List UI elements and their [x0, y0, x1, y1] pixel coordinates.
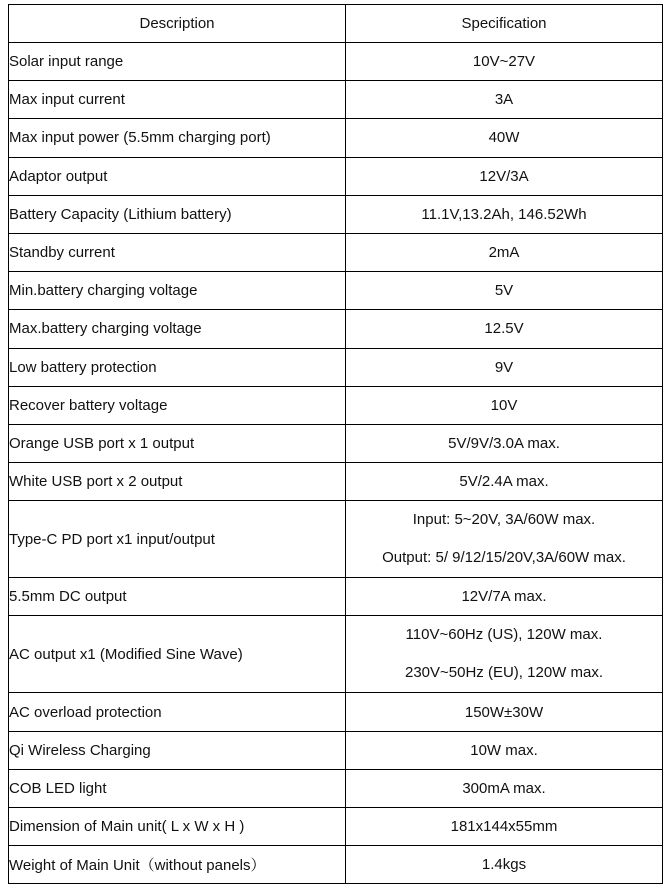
- table-row: [9, 119, 663, 157]
- specification-cell: [346, 310, 663, 348]
- specification-cell: [346, 157, 663, 195]
- specification-value: 40W: [488, 129, 520, 147]
- description-cell: Qi Wireless Charging: [9, 731, 346, 769]
- specification-value: 10V: [490, 396, 518, 414]
- specification-cell: [346, 769, 663, 807]
- description-cell: Max.battery charging voltage: [9, 310, 346, 348]
- specification-value: 181x144x55mm: [450, 818, 558, 836]
- specification-cell: [346, 43, 663, 81]
- description-cell: Recover battery voltage: [9, 386, 346, 424]
- specification-value: 9V: [494, 358, 514, 376]
- specification-value: 300mA max.: [462, 779, 546, 797]
- specification-value: 12V/3A: [479, 167, 529, 185]
- description-cell: AC overload protection: [9, 693, 346, 731]
- table-row: [9, 310, 663, 348]
- specification-cell: [346, 424, 663, 462]
- table-row: [9, 424, 663, 462]
- specification-value: 10W max.: [470, 741, 538, 759]
- table-row: [9, 501, 663, 578]
- table-row: [9, 616, 663, 693]
- specification-cell: [346, 501, 663, 578]
- description-cell: COB LED light: [9, 769, 346, 807]
- description-cell: Low battery protection: [9, 348, 346, 386]
- table-row: [9, 578, 663, 616]
- specification-value: 11.1V,13.2Ah, 146.52Wh: [421, 205, 587, 223]
- specification-cell: [346, 195, 663, 233]
- description-cell: Orange USB port x 1 output: [9, 424, 346, 462]
- specification-cell: [346, 348, 663, 386]
- specification-cell: [346, 846, 663, 884]
- specification-cell: [346, 463, 663, 501]
- header-description: Description: [9, 5, 346, 43]
- specification-value: 5V/2.4A max.: [459, 473, 549, 491]
- specification-cell: [346, 386, 663, 424]
- description-cell: Min.battery charging voltage: [9, 272, 346, 310]
- description-cell: Battery Capacity (Lithium battery): [9, 195, 346, 233]
- table-row: [9, 693, 663, 731]
- table-row: [9, 386, 663, 424]
- table-header: [9, 5, 663, 43]
- description-cell: Type-C PD port x1 input/output: [9, 501, 346, 578]
- specification-value: 10V~27V: [472, 53, 536, 71]
- specification-value: 5V/9V/3.0A max.: [448, 434, 560, 452]
- table-row: [9, 731, 663, 769]
- specification-value: 3A: [494, 91, 514, 109]
- table-row: [9, 769, 663, 807]
- description-cell: 5.5mm DC output: [9, 578, 346, 616]
- table-body: [9, 43, 663, 884]
- specification-table: [8, 4, 663, 884]
- specification-cell: [346, 808, 663, 846]
- specification-cell: [346, 119, 663, 157]
- table-row: [9, 348, 663, 386]
- specification-value: 12.5V: [484, 320, 524, 338]
- table-row: [9, 272, 663, 310]
- specification-cell: [346, 616, 663, 693]
- description-cell: Solar input range: [9, 43, 346, 81]
- specification-cell: [346, 81, 663, 119]
- table-row: [9, 846, 663, 884]
- specification-value: 1.4kgs: [481, 856, 527, 874]
- description-cell: Weight of Main Unit（without panels）: [9, 846, 346, 884]
- table-row: [9, 808, 663, 846]
- description-cell: Adaptor output: [9, 157, 346, 195]
- description-cell: Max input power (5.5mm charging port): [9, 119, 346, 157]
- specification-value: 230V~50Hz (EU), 120W max.: [405, 664, 603, 682]
- table-row: [9, 233, 663, 271]
- specification-value: Output: 5/ 9/12/15/20V,3A/60W max.: [382, 549, 626, 567]
- description-cell: White USB port x 2 output: [9, 463, 346, 501]
- header-specification: Specification: [346, 5, 663, 43]
- description-cell: AC output x1 (Modified Sine Wave): [9, 616, 346, 693]
- specification-cell: [346, 272, 663, 310]
- specification-value: Input: 5~20V, 3A/60W max.: [412, 511, 596, 529]
- specification-value: 150W±30W: [464, 703, 544, 721]
- description-cell: Max input current: [9, 81, 346, 119]
- table-row: [9, 81, 663, 119]
- specification-value: 5V: [494, 282, 514, 300]
- specification-value: 2mA: [488, 244, 520, 262]
- table-row: [9, 195, 663, 233]
- specification-cell: [346, 233, 663, 271]
- specification-cell: [346, 731, 663, 769]
- specification-cell: [346, 693, 663, 731]
- table-row: [9, 43, 663, 81]
- table-row: [9, 463, 663, 501]
- table-row: [9, 157, 663, 195]
- specification-value: 110V~60Hz (US), 120W max.: [405, 626, 603, 644]
- specification-cell: [346, 578, 663, 616]
- description-cell: Standby current: [9, 233, 346, 271]
- specification-value: 12V/7A max.: [461, 588, 547, 606]
- description-cell: Dimension of Main unit( L x W x H ): [9, 808, 346, 846]
